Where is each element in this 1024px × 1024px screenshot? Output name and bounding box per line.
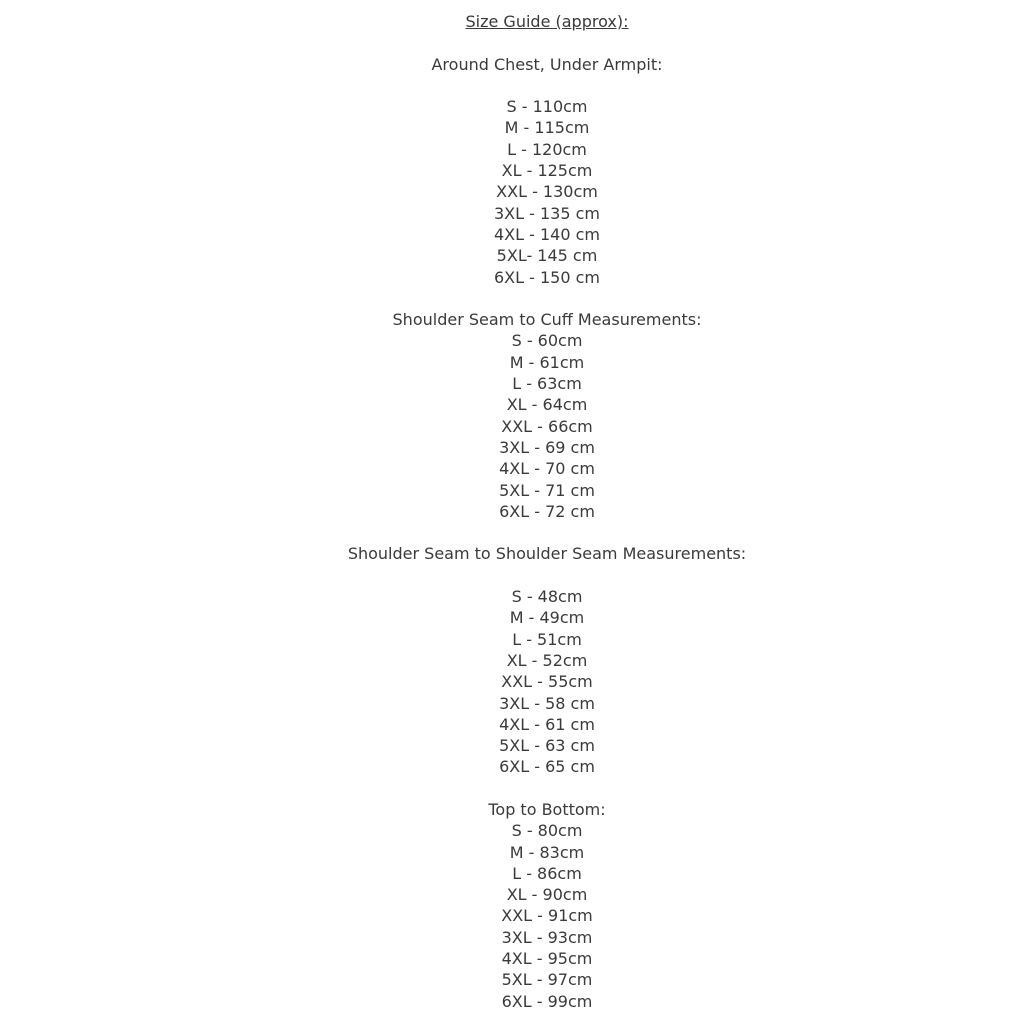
size-item: 6XL - 150 cm (493, 267, 600, 287)
size-item: L - 51cm (512, 629, 582, 649)
size-item: S - 48cm (511, 587, 583, 607)
size-item: L - 86cm (512, 863, 582, 883)
size-item: 3XL - 58 cm (499, 693, 595, 713)
size-item: 3XL - 69 cm (499, 437, 595, 457)
size-item: XXL - 66cm (501, 416, 593, 436)
size-item: M - 115cm (504, 118, 590, 138)
section-heading: Top to Bottom: (488, 799, 606, 819)
size-item: XL - 90cm (506, 885, 588, 905)
size-item: 6XL - 99cm (501, 991, 593, 1011)
blank-line (70, 75, 1024, 96)
size-item: S - 60cm (511, 331, 583, 351)
size-item: 6XL - 65 cm (499, 757, 595, 777)
size-item: XXL - 91cm (501, 906, 593, 926)
size-item: L - 63cm (512, 374, 582, 394)
size-item: S - 110cm (506, 97, 588, 117)
section-heading: Shoulder Seam to Cuff Measurements: (392, 310, 702, 330)
size-item: 6XL - 72 cm (499, 501, 595, 521)
size-item: L - 120cm (507, 139, 587, 159)
size-item: XL - 52cm (506, 650, 588, 670)
size-item: 5XL - 97cm (501, 970, 593, 990)
size-item: XXL - 55cm (501, 672, 593, 692)
size-item: XL - 125cm (501, 161, 593, 181)
size-item: M - 49cm (509, 608, 585, 628)
blank-line (70, 32, 1024, 53)
blank-line (70, 778, 1024, 799)
size-item: 4XL - 140 cm (493, 224, 600, 244)
size-item: 5XL - 71 cm (499, 480, 595, 500)
size-item: 3XL - 135 cm (493, 203, 600, 223)
blank-line (70, 288, 1024, 309)
size-item: 4XL - 61 cm (499, 714, 595, 734)
size-item: XL - 64cm (506, 395, 588, 415)
size-item: 3XL - 93cm (501, 927, 593, 947)
size-item: 4XL - 70 cm (499, 459, 595, 479)
size-item: 5XL- 145 cm (496, 246, 598, 266)
size-item: S - 80cm (511, 821, 583, 841)
page-title: Size Guide (approx): (465, 12, 629, 31)
size-item: M - 61cm (509, 352, 585, 372)
blank-line (70, 522, 1024, 543)
size-item: 5XL - 63 cm (499, 736, 595, 756)
size-item: 4XL - 95cm (501, 949, 593, 969)
section-heading: Shoulder Seam to Shoulder Seam Measurements: (347, 544, 747, 564)
size-item: XXL - 130cm (496, 182, 598, 202)
size-guide-sections (70, 32, 1024, 1012)
section-heading: Around Chest, Under Armpit: (431, 54, 663, 74)
blank-line (70, 565, 1024, 586)
size-item: M - 83cm (509, 842, 585, 862)
